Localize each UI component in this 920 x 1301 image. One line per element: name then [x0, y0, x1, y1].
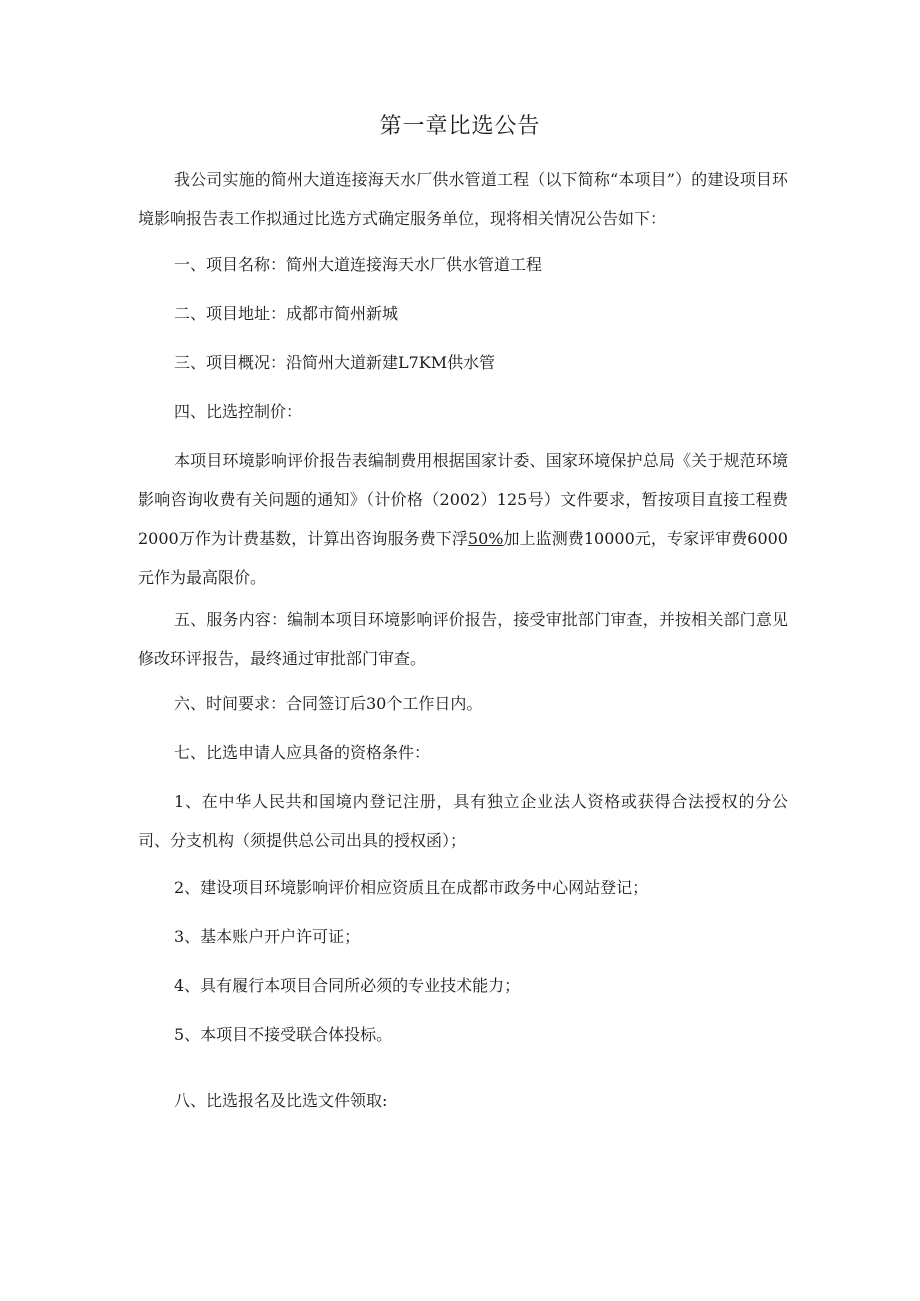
- chapter-title: 第一章比选公告: [379, 114, 541, 139]
- price-control-paragraph: [138, 441, 788, 597]
- project-address-item: 二、项目地址：成都市简州新城: [174, 304, 399, 323]
- qualification-item-3: 3、基本账户开户许可证；: [174, 927, 361, 946]
- time-requirement-item: 六、时间要求：合同签订后30个工作日内。: [174, 694, 483, 713]
- qualification-item-2: 2、建设项目环境影响评价相应资质且在成都市政务中心网站登记；: [174, 878, 649, 897]
- price-text-part2: 加上监测费10000元，专家评审费6000元作为最高限价。: [138, 529, 788, 587]
- qualification-item-4: 4、具有履行本项目合同所必须的专业技术能力；: [174, 976, 521, 995]
- price-text-part1: 本项目环境影响评价报告表编制费用根据国家计委、国家环境保护总局《关于规范环境影响咨询收费有关问题的通知》（计价格（2002）125号）文件要求，暂按项目直接工程费2000万作为计费基数，计算出咨询服务费下浮: [138, 451, 788, 548]
- intro-paragraph: 我公司实施的简州大道连接海天水厂供水管道工程（以下简称“本项目”）的建设项目环境影响报告表工作拟通过比选方式确定服务单位，现将相关情况公告如下：: [138, 170, 788, 228]
- price-discount-rate: 50%: [467, 529, 504, 548]
- qualification-heading: 七、比选申请人应具备的资格条件：: [174, 743, 431, 762]
- registration-heading: 八、比选报名及比选文件领取:: [174, 1091, 388, 1110]
- qualification-item-1: 1、在中华人民共和国境内登记注册，具有独立企业法人资格或获得合法授权的分公司、分支机构（须提供总公司出具的授权函）；: [138, 792, 788, 850]
- price-control-heading: 四、比选控制价：: [174, 402, 303, 421]
- service-content-item: 五、服务内容：编制本项目环境影响评价报告，接受审批部门审查，并按相关部门意见修改环评报告，最终通过审批部门审查。: [138, 610, 788, 668]
- project-name-item: 一、项目名称：简州大道连接海天水厂供水管道工程: [174, 255, 543, 274]
- qualification-item-5: 5、本项目不接受联合体投标。: [174, 1025, 393, 1044]
- project-overview-item: 三、项目概况：沿简州大道新建L7KM供水管: [174, 353, 496, 372]
